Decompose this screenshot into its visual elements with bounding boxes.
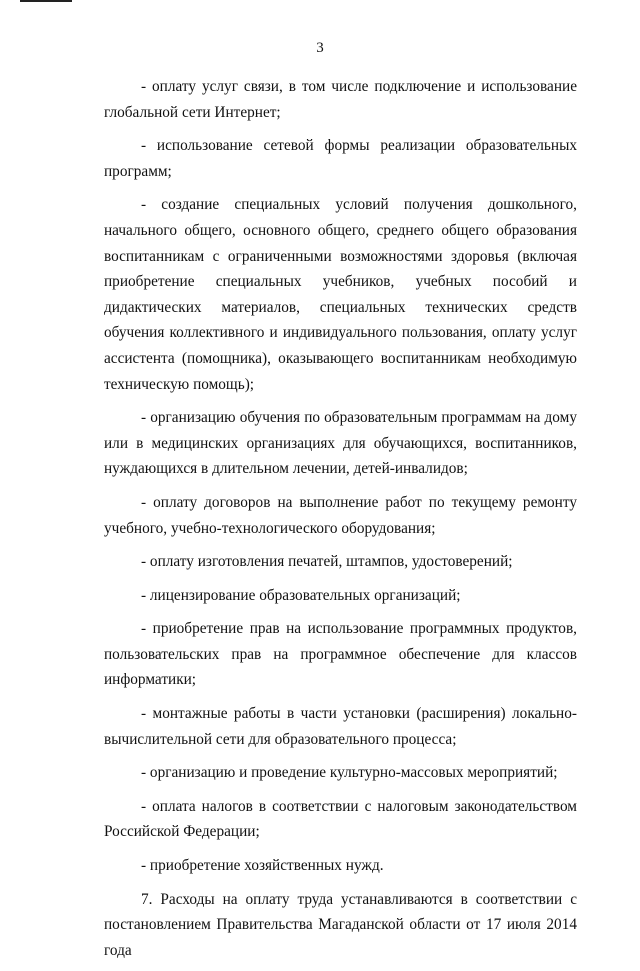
paragraph-network-form: - использование сетевой формы реализации образовательных программ; xyxy=(104,137,577,180)
paragraph-household-needs: - приобретение хозяйственных нужд. xyxy=(141,857,384,875)
paragraph-taxes: - оплата налогов в соответствии с налоговым законодательством Российской Федерации; xyxy=(104,797,577,841)
paragraph-licensing: - лицензирование образовательных организаций; xyxy=(141,586,461,604)
paragraph-cultural-events: - организацию и проведение культурно-массовых мероприятий; xyxy=(141,764,558,782)
paragraph-communication-services: - оплату услуг связи, в том числе подключение и использование глобальной сети Интернет; xyxy=(104,78,577,121)
paragraph-home-education: - организацию обучения по образовательным программам на дому или в медицинских организациях для обучающихся, воспитанников, нуждающихся в длительном лечении, детей-инвалидов; xyxy=(104,409,577,478)
document-body xyxy=(104,74,577,971)
top-rule xyxy=(20,0,72,2)
paragraph-repair-contracts: - оплату договоров на выполнение работ по текущему ремонту учебного, учебно-технологического оборудования; xyxy=(104,493,577,537)
paragraph-stamps: - оплату изготовления печатей, штампов, удостоверений; xyxy=(141,553,513,571)
page-number: 3 xyxy=(316,40,324,56)
paragraph-network-installation: - монтажные работы в части установки (расширения) локально-вычислительной сети для образовательного процесса; xyxy=(104,705,577,748)
paragraph-special-conditions: - создание специальных условий получения дошкольного, начального общего, основного общего, среднего общего образования воспитанникам с ограниченными возможностями здоровья (включая приобретение специальных учебников, учебных пособий и дидактических материалов, специальных технических средств обучения коллективного и индивидуального пользования, оплату услуг ассистента (помощника), оказывающего воспитанникам необходимую техническую помощь); xyxy=(104,196,577,393)
paragraph-labor-costs: 7. Расходы на оплату труда устанавливаются в соответствии с постановлением Правительства Магаданской области от 17 июля 2014 года xyxy=(104,890,577,959)
paragraph-software-rights: - приобретение прав на использование программных продуктов, пользовательских прав на программное обеспечение для классов информатики; xyxy=(104,620,577,689)
